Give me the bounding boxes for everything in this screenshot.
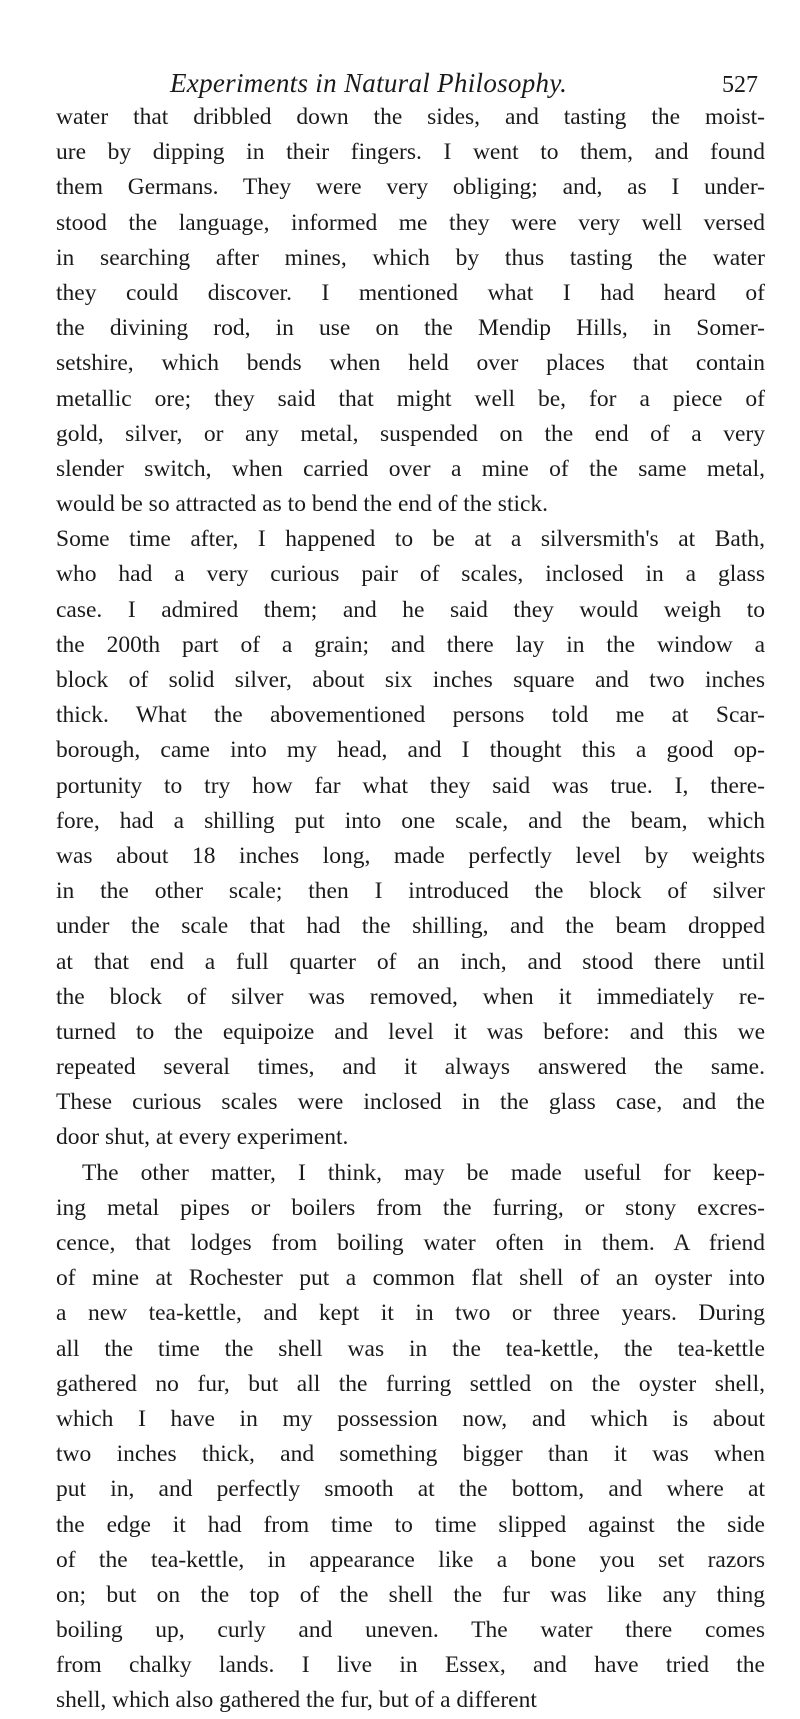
text-line: ure by dipping in their fingers. I went to them, and found bbox=[56, 139, 765, 166]
text-line: two inches thick, and something bigger than it was when bbox=[56, 1441, 765, 1468]
text-line: under the scale that had the shilling, and the beam dropped bbox=[56, 913, 765, 940]
text-line: them Germans. They were very obliging; and, as I under- bbox=[56, 174, 765, 201]
text-line: stood the language, informed me they were very well versed bbox=[56, 209, 765, 236]
text-line: of mine at Rochester put a common flat shell of an oyster into bbox=[56, 1265, 765, 1292]
page-number: 527 bbox=[722, 72, 758, 98]
text-line: on; but on the top of the shell the fur was like any thing bbox=[56, 1581, 765, 1608]
text-line: would be so attracted as to bend the end of the stick. bbox=[56, 491, 549, 518]
text-line: thick. What the abovementioned persons told me at Scar- bbox=[56, 702, 765, 729]
text-line: turned to the equipoize and level it was before: and this we bbox=[56, 1018, 765, 1045]
text-line: they could discover. I mentioned what I had heard of bbox=[56, 279, 765, 306]
text-line: the 200th part of a grain; and there lay in the window a bbox=[56, 631, 765, 658]
text-line: ing metal pipes or boilers from the furring, or stony excres- bbox=[56, 1194, 765, 1221]
running-title: Experiments in Natural Philosophy. bbox=[170, 68, 568, 98]
text-line: borough, came into my head, and I thought this a good op- bbox=[56, 737, 765, 764]
text-line: the block of silver was removed, when it immediately re- bbox=[56, 983, 765, 1010]
text-line: portunity to try how far what they said was true. I, there- bbox=[56, 772, 765, 799]
text-line: water that dribbled down the sides, and tasting the moist- bbox=[56, 104, 765, 130]
text-line: Some time after, I happened to be at a silversmith's at Bath, bbox=[56, 526, 765, 553]
text-line: case. I admired them; and he said they would weigh to bbox=[56, 596, 765, 623]
text-line: door shut, at every experiment. bbox=[56, 1124, 349, 1151]
text-line: at that end a full quarter of an inch, and stood there until bbox=[56, 948, 765, 975]
text-line: who had a very curious pair of scales, inclosed in a glass bbox=[56, 561, 765, 588]
text-line: slender switch, when carried over a mine of the same metal, bbox=[56, 455, 765, 482]
text-line: setshire, which bends when held over places that contain bbox=[56, 350, 765, 377]
text-line: boiling up, curly and uneven. The water there comes bbox=[56, 1617, 765, 1644]
text-line: all the time the shell was in the tea-kettle, the tea-kettle bbox=[56, 1335, 765, 1362]
text-line: fore, had a shilling put into one scale, and the beam, which bbox=[56, 807, 765, 834]
text-line: cence, that lodges from boiling water often in them. A friend bbox=[56, 1230, 765, 1256]
body-text bbox=[56, 100, 765, 1719]
text-line: in searching after mines, which by thus tasting the water bbox=[56, 244, 765, 271]
text-line: which I have in my possession now, and which is about bbox=[56, 1405, 765, 1432]
text-line: of the tea-kettle, in appearance like a bone you set razors bbox=[56, 1546, 765, 1573]
text-line: block of solid silver, about six inches square and two inches bbox=[56, 667, 765, 693]
text-line: the divining rod, in use on the Mendip Hills, in Somer- bbox=[56, 315, 765, 342]
text-line: a new tea-kettle, and kept it in two or three years. During bbox=[56, 1300, 765, 1327]
text-line: The other matter, I think, may be made useful for keep- bbox=[82, 1159, 765, 1186]
text-line: gathered no fur, but all the furring settled on the oyster shell, bbox=[56, 1370, 765, 1397]
text-line: from chalky lands. I live in Essex, and have tried the bbox=[56, 1652, 765, 1679]
text-line: shell, which also gathered the fur, but of a different bbox=[56, 1687, 537, 1714]
text-line: These curious scales were inclosed in the glass case, and the bbox=[56, 1089, 765, 1116]
text-line: repeated several times, and it always answered the same. bbox=[56, 1054, 765, 1081]
text-line: in the other scale; then I introduced the block of silver bbox=[56, 878, 765, 905]
text-line: the edge it had from time to time slipped against the side bbox=[56, 1511, 765, 1538]
text-line: was about 18 inches long, made perfectly level by weights bbox=[56, 842, 765, 869]
text-line: metallic ore; they said that might well be, for a piece of bbox=[56, 385, 765, 412]
text-line: gold, silver, or any metal, suspended on the end of a very bbox=[56, 420, 765, 447]
text-line: put in, and perfectly smooth at the bottom, and where at bbox=[56, 1476, 765, 1503]
